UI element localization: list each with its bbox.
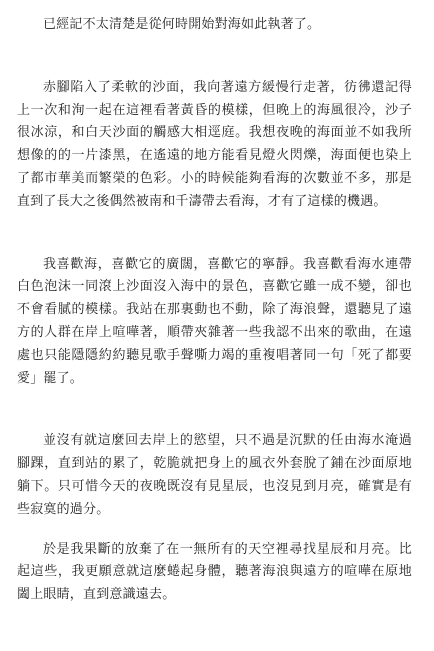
paragraph-spacer bbox=[17, 390, 412, 430]
paragraph-2: 赤腳陷入了柔軟的沙面，我向著遠方緩慢行走著，彷彿還記得上一次和洵一起在這裡看著黃昏的模樣，但晚上的海風很冷，沙子很冰涼，和白天沙面的觸感大相逕庭。我想夜晚的海面並不如我所想像的的一片漆黑，在遙遠的地方能看見燈火閃爍，海面便也染上了都市華美而繁榮的色彩。小的時候能夠看海的次數並不多，那是直到了長大之後偶然被南和千濤帶去看海，才有了這樣的機遇。 bbox=[17, 79, 412, 209]
paragraph-spacer bbox=[17, 214, 412, 254]
paragraph-4: 並沒有就這麼回去岸上的慾望，只不過是沉默的任由海水淹過腳踝，直到站的累了，乾脆就把身上的風衣外套脫了鋪在沙面原地躺下。只可惜今天的夜晚既沒有見星辰，也沒見到月亮，確實是有些寂寞的過分。 bbox=[17, 433, 412, 517]
paragraph-3: 我喜歡海，喜歡它的廣闊，喜歡它的寧靜。我喜歡看海水連帶白色泡沫一同滾上沙面沒入海中的景色，喜歡它雖一成不變，卻也不會看膩的模樣。我站在那裏動也不動，除了海浪聲，還聽見了遠方的人群在岸上喧嘩著，順帶夾雜著一些我認不出來的歌曲，在遠處也只能隱隱約約聽見歌手聲嘶力竭的重複唱著同一句「死了都要愛」罷了。 bbox=[17, 256, 412, 386]
paragraph-spacer bbox=[17, 522, 412, 539]
paragraph-spacer bbox=[17, 37, 412, 77]
paragraph-5: 於是我果斷的放棄了在一無所有的天空裡尋找星辰和月亮。比起這些，我更願意就這麼蜷起身體，聽著海浪與遠方的喧嘩在原地闔上眼睛，直到意識遠去。 bbox=[17, 541, 412, 603]
document-body bbox=[17, 14, 412, 607]
paragraph-1: 已經記不太清楚是從何時開始對海如此執著了。 bbox=[43, 17, 321, 32]
